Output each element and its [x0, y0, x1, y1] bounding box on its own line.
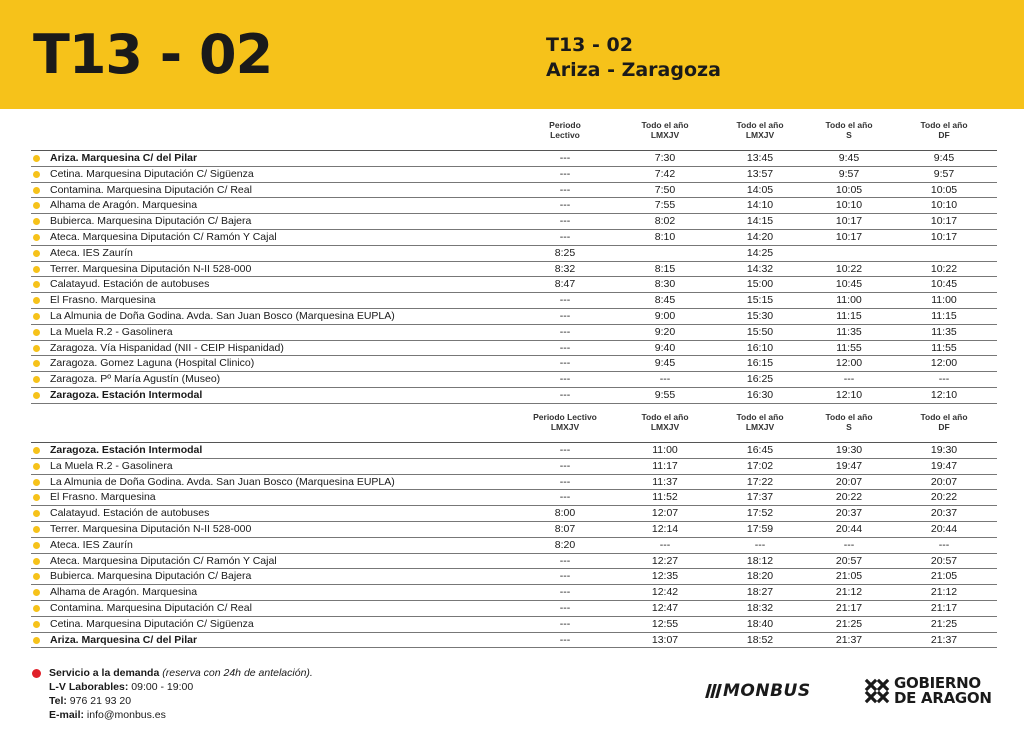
- stop-name: Ateca. Marquesina Diputación C/ Ramón Y Cajal: [50, 554, 277, 567]
- stop-dot-icon: [33, 637, 40, 644]
- time-cell: 12:42: [651, 586, 679, 599]
- table-row: [31, 617, 997, 633]
- time-cell: 11:55: [931, 341, 957, 354]
- time-cell: ---: [559, 491, 571, 504]
- time-cell: 21:05: [835, 570, 863, 583]
- table-row: [31, 325, 997, 341]
- time-cell: 9:57: [838, 167, 860, 180]
- gob-line1: GOBIERNO: [894, 674, 981, 692]
- stop-dot-icon: [33, 297, 40, 304]
- time-cell: 20:22: [835, 491, 863, 504]
- column-header-line: LMXJV: [745, 422, 775, 432]
- column-header-line: Todo el año: [641, 120, 689, 130]
- aragon-crosses-icon: [864, 678, 890, 704]
- column-header: [710, 412, 810, 432]
- time-cell: 16:25: [746, 373, 774, 386]
- stop-dot-icon: [33, 281, 40, 288]
- time-cell: ---: [559, 633, 571, 646]
- table-row: [31, 183, 997, 199]
- time-cell: 21:05: [930, 570, 958, 583]
- stop-name: Ariza. Marquesina C/ del Pilar: [50, 152, 198, 164]
- time-cell: 16:30: [746, 388, 774, 401]
- time-cell: ---: [559, 586, 571, 599]
- column-header: [615, 412, 715, 432]
- time-cell: 10:17: [930, 215, 958, 228]
- time-cell: 16:45: [746, 444, 774, 456]
- time-cell: ---: [559, 373, 571, 386]
- table-row: [31, 214, 997, 230]
- email: E-mail: info@monbus.es: [49, 709, 166, 721]
- time-cell: ---: [843, 373, 855, 386]
- time-cell: 9:55: [654, 388, 676, 401]
- table-row: [31, 490, 997, 506]
- opening-hours: L-V Laborables: 09:00 - 19:00: [49, 681, 194, 693]
- table-row: [31, 151, 997, 167]
- time-cell: 8:10: [654, 230, 676, 243]
- time-cell: 11:55: [836, 341, 862, 354]
- column-header-line: Periodo Lectivo: [533, 412, 597, 422]
- stop-dot-icon: [33, 479, 40, 486]
- table-row: [31, 230, 997, 246]
- table-row: [31, 459, 997, 475]
- time-cell: 8:45: [654, 294, 676, 307]
- header-banner: [0, 0, 1024, 109]
- table-row: [31, 262, 997, 278]
- time-cell: 14:25: [746, 246, 774, 259]
- column-header: [894, 120, 994, 140]
- stop-dot-icon: [33, 573, 40, 580]
- stop-dot-icon: [33, 313, 40, 320]
- time-cell: 11:15: [931, 309, 957, 322]
- monbus-wordmark: MONBUS: [723, 681, 811, 701]
- stop-dot-icon: [33, 621, 40, 628]
- time-cell: ---: [559, 199, 571, 212]
- stop-dot-icon: [33, 360, 40, 367]
- time-cell: 10:17: [930, 230, 958, 243]
- time-cell: 12:27: [651, 554, 679, 567]
- time-cell: 16:15: [746, 357, 774, 370]
- table-row: [31, 538, 997, 554]
- table-row: [31, 585, 997, 601]
- stop-name: Terrer. Marquesina Diputación N-II 528-000: [50, 522, 252, 535]
- route-code: T13 - 02: [546, 34, 633, 56]
- time-cell: ---: [938, 373, 950, 386]
- time-cell: ---: [938, 538, 950, 551]
- time-cell: 11:37: [652, 475, 678, 488]
- time-cell: 8:02: [654, 215, 676, 228]
- time-cell: 8:20: [554, 538, 576, 551]
- contact-info: [32, 666, 313, 722]
- time-cell: 14:05: [746, 183, 774, 196]
- inbound-rows: [31, 442, 997, 648]
- stop-name: Calatayud. Estación de autobuses: [50, 507, 210, 520]
- time-cell: ---: [754, 538, 766, 551]
- time-cell: 20:57: [835, 554, 863, 567]
- column-header-line: LMXJV: [550, 422, 580, 432]
- time-cell: 20:44: [930, 522, 958, 535]
- stop-name: Ariza. Marquesina C/ del Pilar: [50, 633, 198, 646]
- time-cell: ---: [559, 183, 571, 196]
- time-cell: 10:05: [835, 183, 863, 196]
- time-cell: 18:40: [746, 617, 774, 630]
- time-cell: 14:10: [746, 199, 774, 212]
- time-cell: 15:30: [746, 309, 774, 322]
- stop-dot-icon: [33, 526, 40, 533]
- time-cell: 20:44: [835, 522, 863, 535]
- table-row: [31, 277, 997, 293]
- table-row: [31, 522, 997, 538]
- inbound-column-headers: [31, 412, 997, 442]
- stop-name: Zaragoza. Vía Hispanidad (NII - CEIP Hispanidad): [50, 341, 284, 354]
- monbus-bars-icon: [707, 684, 720, 698]
- table-row: [31, 293, 997, 309]
- stop-name: El Frasno. Marquesina: [50, 294, 156, 307]
- table-row: [31, 506, 997, 522]
- time-cell: 19:30: [930, 444, 958, 456]
- time-cell: ---: [843, 538, 855, 551]
- table-row: [31, 167, 997, 183]
- time-cell: 9:45: [838, 152, 860, 164]
- time-cell: 10:45: [930, 278, 958, 291]
- outbound-timetable: [31, 120, 997, 404]
- column-header-line: Todo el año: [825, 120, 873, 130]
- stop-name: Cetina. Marquesina Diputación C/ Sigüenza: [50, 617, 254, 630]
- time-cell: 18:52: [746, 633, 774, 646]
- time-cell: 9:45: [654, 357, 676, 370]
- stop-name: Cetina. Marquesina Diputación C/ Sigüenza: [50, 167, 254, 180]
- time-cell: 7:30: [654, 152, 676, 164]
- time-cell: 8:07: [554, 522, 576, 535]
- table-row: [31, 309, 997, 325]
- time-cell: ---: [559, 475, 571, 488]
- time-cell: 8:47: [554, 278, 576, 291]
- stop-dot-icon: [33, 589, 40, 596]
- column-header: [799, 412, 899, 432]
- time-cell: 8:00: [554, 507, 576, 520]
- time-cell: 11:00: [652, 444, 678, 456]
- column-header-line: Todo el año: [736, 120, 784, 130]
- column-header: [894, 412, 994, 432]
- stop-name: Contamina. Marquesina Diputación C/ Real: [50, 601, 252, 614]
- table-row: [31, 341, 997, 357]
- column-header: [615, 120, 715, 140]
- time-cell: 20:07: [835, 475, 863, 488]
- column-header-line: Lectivo: [550, 130, 580, 140]
- time-cell: 9:20: [654, 325, 676, 338]
- time-cell: ---: [559, 388, 571, 401]
- time-cell: 13:45: [746, 152, 774, 164]
- stop-dot-icon: [33, 345, 40, 352]
- column-header-line: S: [846, 130, 852, 140]
- stop-name: Zaragoza. Gomez Laguna (Hospital Clinico): [50, 357, 255, 370]
- on-demand-dot-icon: [32, 669, 41, 678]
- time-cell: 11:35: [836, 325, 862, 338]
- table-row: [31, 633, 997, 649]
- table-row: [31, 198, 997, 214]
- time-cell: 13:57: [746, 167, 774, 180]
- time-cell: 19:47: [930, 459, 958, 472]
- column-header: [710, 120, 810, 140]
- column-header-line: LMXJV: [745, 130, 775, 140]
- time-cell: 12:10: [930, 388, 958, 401]
- time-cell: ---: [559, 325, 571, 338]
- gobierno-aragon-logo: [864, 676, 992, 706]
- stop-name: Bubierca. Marquesina Diputación C/ Bajera: [50, 215, 252, 228]
- time-cell: 7:50: [654, 183, 676, 196]
- stop-name: La Muela R.2 - Gasolinera: [50, 459, 173, 472]
- time-cell: 19:30: [835, 444, 863, 456]
- stop-name: Contamina. Marquesina Diputación C/ Real: [50, 183, 252, 196]
- time-cell: ---: [559, 152, 571, 164]
- time-cell: 21:17: [835, 601, 863, 614]
- stop-name: Alhama de Aragón. Marquesina: [50, 199, 198, 212]
- outbound-column-headers: [31, 120, 997, 150]
- stop-dot-icon: [33, 329, 40, 336]
- time-cell: 20:07: [930, 475, 958, 488]
- time-cell: ---: [659, 373, 671, 386]
- time-cell: 15:00: [746, 278, 774, 291]
- column-header-line: LMXJV: [650, 422, 680, 432]
- stop-dot-icon: [33, 510, 40, 517]
- time-cell: 10:45: [835, 278, 863, 291]
- time-cell: 12:00: [930, 357, 958, 370]
- column-header-line: Todo el año: [920, 412, 968, 422]
- time-cell: ---: [559, 230, 571, 243]
- column-header-line: S: [846, 422, 852, 432]
- monbus-logo: [707, 681, 811, 701]
- stop-name: Zaragoza. Pº María Agustín (Museo): [50, 373, 221, 386]
- time-cell: 18:27: [746, 586, 774, 599]
- stop-dot-icon: [33, 155, 40, 162]
- time-cell: 10:05: [930, 183, 958, 196]
- time-cell: 10:22: [835, 262, 863, 275]
- column-header-line: Todo el año: [736, 412, 784, 422]
- time-cell: 15:50: [746, 325, 774, 338]
- stop-dot-icon: [33, 234, 40, 241]
- stop-dot-icon: [33, 392, 40, 399]
- time-cell: 10:17: [835, 215, 863, 228]
- time-cell: ---: [559, 617, 571, 630]
- table-row: [31, 554, 997, 570]
- time-cell: 12:00: [835, 357, 863, 370]
- column-header-line: DF: [938, 422, 950, 432]
- time-cell: 9:57: [933, 167, 955, 180]
- time-cell: 11:35: [931, 325, 957, 338]
- time-cell: 12:14: [651, 522, 679, 535]
- time-cell: 9:45: [933, 152, 955, 164]
- time-cell: 21:25: [930, 617, 958, 630]
- route-name: Ariza - Zaragoza: [546, 59, 721, 81]
- stop-dot-icon: [33, 494, 40, 501]
- time-cell: 19:47: [835, 459, 863, 472]
- time-cell: 14:32: [746, 262, 774, 275]
- stop-name: La Almunia de Doña Godina. Avda. San Juan Bosco (Marquesina EUPLA): [50, 309, 395, 322]
- time-cell: 21:37: [930, 633, 958, 646]
- stop-name: Calatayud. Estación de autobuses: [50, 278, 210, 291]
- stop-dot-icon: [33, 463, 40, 470]
- time-cell: ---: [559, 341, 571, 354]
- time-cell: 14:15: [746, 215, 774, 228]
- telephone: Tel: 976 21 93 20: [49, 695, 132, 707]
- time-cell: 8:30: [654, 278, 676, 291]
- stop-name: El Frasno. Marquesina: [50, 491, 156, 504]
- time-cell: 11:15: [836, 309, 862, 322]
- stop-dot-icon: [33, 250, 40, 257]
- column-header: [515, 412, 615, 432]
- time-cell: ---: [559, 309, 571, 322]
- time-cell: ---: [559, 601, 571, 614]
- time-cell: 15:15: [746, 294, 774, 307]
- stop-dot-icon: [33, 171, 40, 178]
- time-cell: ---: [559, 570, 571, 583]
- stop-dot-icon: [33, 187, 40, 194]
- time-cell: 17:02: [746, 459, 774, 472]
- time-cell: 18:32: [746, 601, 774, 614]
- time-cell: 12:47: [651, 601, 679, 614]
- time-cell: ---: [559, 357, 571, 370]
- stop-name: Zaragoza. Estación Intermodal: [50, 388, 203, 401]
- time-cell: 20:22: [930, 491, 958, 504]
- time-cell: ---: [659, 538, 671, 551]
- outbound-rows: [31, 150, 997, 404]
- time-cell: ---: [559, 444, 571, 456]
- stop-name: Zaragoza. Estación Intermodal: [50, 444, 203, 456]
- time-cell: 7:55: [654, 199, 676, 212]
- time-cell: 21:12: [930, 586, 958, 599]
- time-cell: ---: [559, 294, 571, 307]
- time-cell: ---: [559, 167, 571, 180]
- time-cell: 20:37: [930, 507, 958, 520]
- time-cell: 17:59: [746, 522, 774, 535]
- table-row: [31, 569, 997, 585]
- time-cell: 17:22: [746, 475, 774, 488]
- table-row: [31, 246, 997, 262]
- inbound-timetable: [31, 412, 997, 648]
- on-demand-service: Servicio a la demanda (reserva con 24h de antelación).: [49, 667, 313, 679]
- time-cell: 11:00: [836, 294, 862, 307]
- table-row: [31, 475, 997, 491]
- stop-dot-icon: [33, 266, 40, 273]
- stop-name: Ateca. IES Zaurín: [50, 246, 133, 259]
- stop-name: Ateca. IES Zaurín: [50, 538, 133, 551]
- time-cell: 21:37: [835, 633, 863, 646]
- stop-dot-icon: [33, 202, 40, 209]
- time-cell: 10:10: [930, 199, 958, 212]
- time-cell: 12:07: [651, 507, 679, 520]
- column-header: [515, 120, 615, 140]
- time-cell: 21:25: [835, 617, 863, 630]
- stop-name: La Almunia de Doña Godina. Avda. San Juan Bosco (Marquesina EUPLA): [50, 475, 395, 488]
- time-cell: 11:52: [652, 491, 678, 504]
- line-code-title: T13 - 02: [33, 23, 273, 86]
- column-header-line: Periodo: [549, 120, 581, 130]
- time-cell: 10:22: [930, 262, 958, 275]
- time-cell: ---: [559, 554, 571, 567]
- time-cell: 10:17: [835, 230, 863, 243]
- time-cell: 7:42: [654, 167, 676, 180]
- stop-dot-icon: [33, 376, 40, 383]
- stop-name: Bubierca. Marquesina Diputación C/ Bajera: [50, 570, 252, 583]
- time-cell: 17:52: [746, 507, 774, 520]
- stop-name: Ateca. Marquesina Diputación C/ Ramón Y Cajal: [50, 230, 277, 243]
- table-row: [31, 601, 997, 617]
- stop-dot-icon: [33, 558, 40, 565]
- stop-dot-icon: [33, 218, 40, 225]
- table-row: [31, 388, 997, 404]
- time-cell: 18:20: [746, 570, 774, 583]
- time-cell: 8:15: [654, 262, 676, 275]
- gob-line2: DE ARAGON: [894, 689, 992, 707]
- time-cell: 21:12: [835, 586, 863, 599]
- time-cell: 9:00: [654, 309, 676, 322]
- stop-dot-icon: [33, 605, 40, 612]
- time-cell: 12:10: [835, 388, 863, 401]
- time-cell: 10:10: [835, 199, 863, 212]
- column-header-line: Todo el año: [920, 120, 968, 130]
- time-cell: 12:55: [651, 617, 679, 630]
- time-cell: 11:17: [652, 459, 678, 472]
- time-cell: 20:37: [835, 507, 863, 520]
- table-row: [31, 372, 997, 388]
- time-cell: 17:37: [746, 491, 774, 504]
- table-row: [31, 356, 997, 372]
- time-cell: 8:32: [554, 262, 576, 275]
- stop-name: Terrer. Marquesina Diputación N-II 528-000: [50, 262, 252, 275]
- stop-dot-icon: [33, 447, 40, 454]
- time-cell: 16:10: [746, 341, 774, 354]
- time-cell: 8:25: [554, 246, 576, 259]
- time-cell: ---: [559, 215, 571, 228]
- time-cell: 21:17: [930, 601, 958, 614]
- time-cell: 18:12: [746, 554, 774, 567]
- column-header-line: Todo el año: [825, 412, 873, 422]
- table-row: [31, 443, 997, 459]
- stop-name: Alhama de Aragón. Marquesina: [50, 586, 198, 599]
- column-header-line: LMXJV: [650, 130, 680, 140]
- time-cell: 13:07: [651, 633, 679, 646]
- time-cell: ---: [559, 459, 571, 472]
- time-cell: 14:20: [746, 230, 774, 243]
- time-cell: 12:35: [651, 570, 679, 583]
- stop-dot-icon: [33, 542, 40, 549]
- column-header: [799, 120, 899, 140]
- time-cell: 11:00: [931, 294, 957, 307]
- stop-name: La Muela R.2 - Gasolinera: [50, 325, 173, 338]
- column-header-line: Todo el año: [641, 412, 689, 422]
- time-cell: 20:57: [930, 554, 958, 567]
- column-header-line: DF: [938, 130, 950, 140]
- time-cell: 9:40: [654, 341, 676, 354]
